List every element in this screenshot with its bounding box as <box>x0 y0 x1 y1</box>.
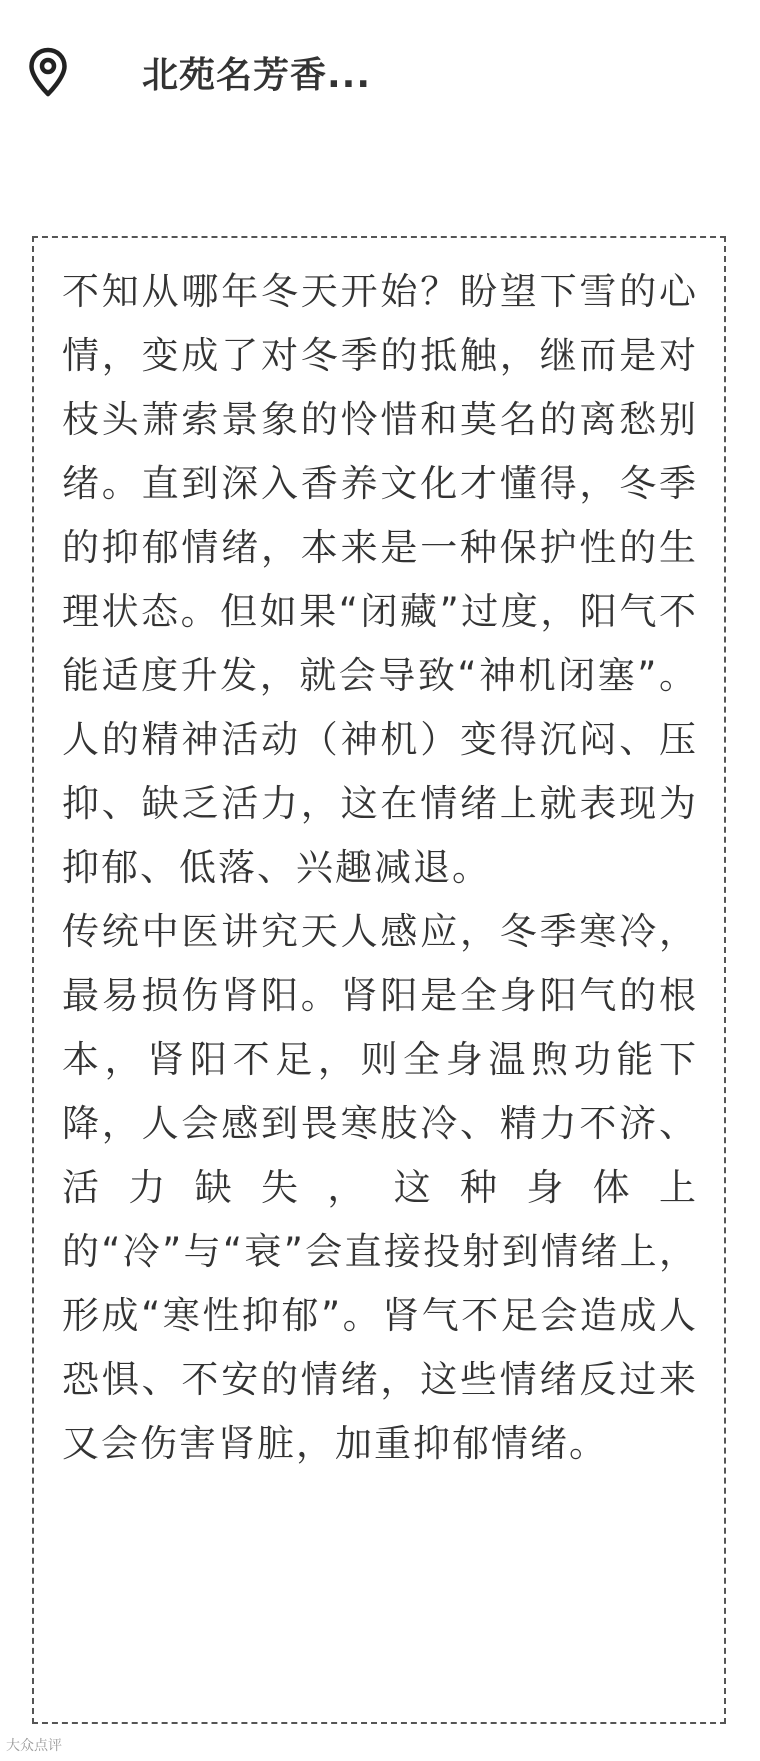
location-pin-icon <box>28 47 68 97</box>
article-paragraph: 传统中医讲究天人感应，冬季寒冷，最易损伤肾阳。肾阳是全身阳气的根本，肾阳不足，则全身温煦功能下降，人会感到畏寒肢冷、精力不济、活力缺失，这种身体上的“冷”与“衰”会直接投射到情绪上，形成“寒性抑郁”。肾气不足会造成人恐惧、不安的情绪，这些情绪反过来又会伤害肾脏，加重抑郁情绪。 <box>62 910 698 1465</box>
article-text <box>62 260 698 1476</box>
article-paragraph: 不知从哪年冬天开始？盼望下雪的心情，变成了对冬季的抵触，继而是对枝头萧索景象的怜惜和莫名的离愁别绪。直到深入香养文化才懂得，冬季的抑郁情绪，本来是一种保护性的生理状态。但如果“闭藏”过度，阳气不能适度升发，就会导致“神机闭塞”。人的精神活动（神机）变得沉闷、压抑、缺乏活力，这在情绪上就表现为抑郁、低落、兴趣减退。 <box>62 270 698 889</box>
watermark: 大众点评 <box>6 1738 62 1754</box>
location-name[interactable]: 北苑名芳香... <box>142 54 372 96</box>
article-box <box>32 236 726 1724</box>
location-bar[interactable] <box>28 44 371 100</box>
